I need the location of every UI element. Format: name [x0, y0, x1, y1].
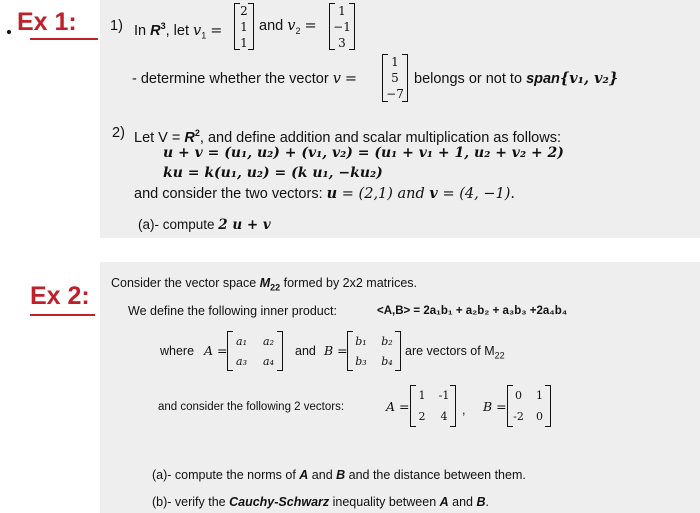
B-value-label: B =: [483, 399, 507, 414]
q2-line1: Let $V = R^2$, and define addition and scalar multiplication as follows:: [134, 128, 561, 146]
q1-task: - determine whether the vector v =: [132, 71, 358, 87]
bullet-dot: [7, 30, 11, 34]
ex2-part-b: (b)- verify the Cauchy-Schwarz inequality between A and B.: [152, 495, 489, 509]
ex2-heading: Ex 2:: [30, 282, 90, 310]
ex2-heading-underline: [30, 314, 95, 316]
and-label: and: [295, 344, 316, 358]
ex2-inner-product-formula: <A,B> = 2a₁b₁ + a₂b₂ + a₃b₃ +2a₄b₄: [377, 305, 568, 317]
q2-part-a: (a)- compute 2 u + v: [138, 217, 271, 233]
B-value-matrix: 0 1 -2 0: [507, 385, 551, 427]
ex1-heading-underline: [30, 38, 98, 40]
q1-v2-def: and $v_2$ =: [259, 18, 317, 36]
ex2-intro: Consider the vector space $M_{22}$ formed by 2x2 matrices.: [111, 276, 417, 293]
q1-number: 1): [110, 18, 123, 34]
v-column-vector: 1 5 −7: [382, 54, 408, 102]
ex2-part-a: (a)- compute the norms of A and B and the distance between them.: [152, 468, 526, 482]
ex1-heading: Ex 1:: [17, 8, 77, 36]
where-label: where: [160, 344, 195, 358]
q1-task-suffix: belongs or not to span{v₁, v₂}: [414, 70, 619, 87]
q2-number: 2): [112, 125, 125, 141]
comma-separator: ,: [462, 403, 466, 417]
v2-column-vector: 1 −1 3: [329, 3, 355, 50]
q2-scalar-definition: ku = k(u₁, u₂) = (k u₁, −ku₂): [163, 165, 383, 181]
vectors-of-label: are vectors of $M_{22}$: [405, 344, 505, 361]
q2-addition-definition: u + v = (u₁, u₂) + (v₁, v₂) = (u₁ + v₁ + 1, u₂ + v₂ + 2): [163, 145, 564, 161]
ex2-consider: and consider the following 2 vectors:: [158, 401, 345, 413]
B-symbolic-matrix: b₁ b₂ b₃ b₄: [347, 331, 401, 371]
A-value-matrix: 1 -1 2 4: [410, 385, 456, 427]
q1-intro: In $R^3$, let $v_1$ =: [134, 21, 223, 41]
A-label: A =: [204, 343, 228, 358]
q2-consider: and consider the two vectors: u = (2,1) and v = (4, −1).: [134, 185, 515, 202]
ex2-inner-product-label: We define the following inner product:: [128, 304, 337, 318]
A-value-label: A =: [386, 399, 410, 414]
v1-column-vector: 2 1 1: [234, 3, 254, 50]
B-label: B =: [324, 343, 348, 358]
A-symbolic-matrix: a₁ a₂ a₃ a₄: [227, 331, 283, 371]
